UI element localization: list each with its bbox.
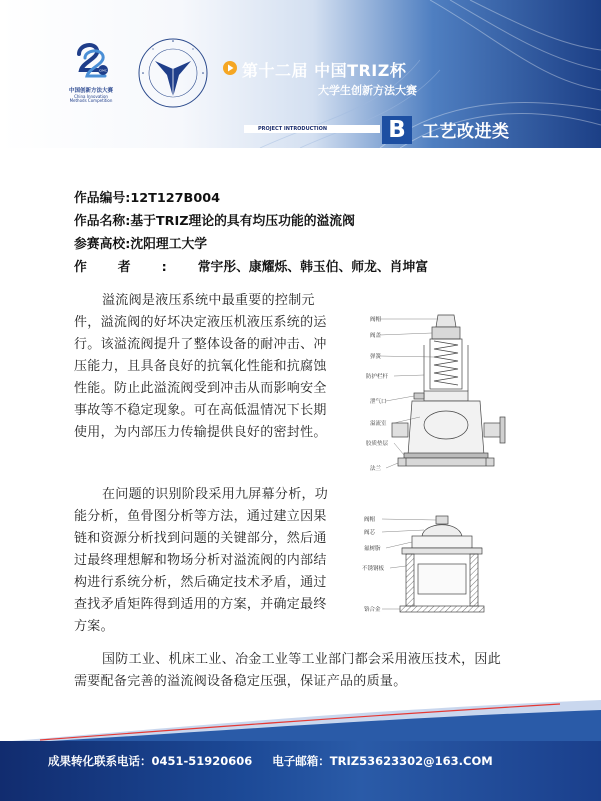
logo-caption-en-2: Methods Competition	[69, 98, 113, 104]
fig2-label-fluororesin: 氟树脂	[364, 546, 381, 552]
fig1-label-vent: 泄气口	[370, 399, 387, 405]
fig1-label-guard: 防护栏杆	[366, 374, 389, 380]
author-label: 作者:	[74, 260, 198, 275]
fig2-label-cap: 阀帽	[364, 517, 376, 523]
paragraph-3: 国防工业、机床工业、冶金工业等工业部门都会采用液压技术，因此需要配备完善的溢流阀设备稳定压强，保证产品的质量。	[74, 652, 502, 689]
phone-label: 成果转化联系电话：	[48, 754, 152, 768]
category-title: 工艺改进类	[422, 122, 510, 142]
project-id-row	[74, 187, 428, 210]
fig1-label-flange: 法兰	[370, 466, 382, 472]
valve-core-diagram-figure	[362, 508, 512, 618]
project-name-value: 基于TRIZ理论的具有均压功能的溢流阀	[130, 214, 355, 229]
fig1-label-spring: 弹簧	[370, 354, 382, 360]
cimc-monogram-icon	[73, 40, 109, 82]
school-row	[74, 233, 428, 256]
project-info	[74, 187, 428, 279]
fig1-label-chamber: 溢流室	[370, 421, 387, 427]
project-name-label: 作品名称:	[74, 214, 131, 229]
paragraph-1: 溢流阀是液压系统中最重要的控制元件，溢流阀的好坏决定液压机液压系统的运行。该溢流阀提升了整体设备的耐冲击、冲压能力，且具备良好的抗氧化性能和抗腐蚀性能。防止此溢流阀受到冲击从而影响安全事故等不稳定现象。可在高低温情况下长期使用，为内部压力传输提供良好的密封性。	[74, 293, 327, 440]
fig2-label-steel-plate: 不锈钢板	[362, 566, 385, 572]
fig2-label-chrome-alloy: 铬合金	[364, 607, 381, 613]
phone-value: 0451-51920606	[151, 754, 253, 768]
title-sub: 大学生创新方法大赛	[318, 84, 417, 97]
email-value: TRIZ53623302@163.COM	[329, 754, 493, 768]
school-value: 沈阳理工大学	[130, 237, 208, 252]
competition-title	[222, 58, 417, 98]
competition-seal-icon	[133, 35, 213, 113]
author-row	[74, 256, 428, 279]
logo-caption-en-1: China Innovation	[74, 93, 108, 99]
project-id-label: 作品编号:	[74, 191, 131, 206]
footer-bar	[0, 741, 601, 801]
project-introduction-label: PROJECT INTRODUCTION	[244, 125, 380, 133]
project-id-value: 12T127B004	[130, 191, 221, 206]
fig2-label-core: 阀芯	[364, 530, 376, 536]
paragraph-2: 在问题的识别阶段采用九屏幕分析，功能分析，鱼骨图分析等方法，通过建立因果链和资源分析找到问题的关键部分，然后通过最终理想解和物场分析对溢流阀的内部结构进行系统分析，然后确定技术矛盾，通过查找矛盾矩阵得到适用的方案，并确定最终方案。	[74, 487, 329, 634]
footer-contact	[48, 753, 493, 769]
category-letter-badge: B	[382, 116, 412, 144]
project-name-row	[74, 210, 428, 233]
title-main: 第十二届 中国TRIZ杯	[242, 61, 407, 80]
author-value: 常宇彤、康耀烁、韩玉伯、师龙、肖坤富	[197, 260, 429, 275]
header-banner	[0, 0, 601, 148]
play-arrow-icon	[222, 60, 238, 76]
email-label: 电子邮箱：	[272, 754, 330, 768]
fig1-label-gasket: 胶质垫层	[366, 441, 389, 447]
valve-diagram-figure	[342, 305, 517, 480]
cimc-logo	[58, 40, 124, 104]
logo-caption: 中国创新方法大赛	[68, 88, 113, 94]
school-label: 参赛高校:	[74, 237, 131, 252]
cimc-monogram-text: CIMC	[99, 68, 107, 73]
footer	[0, 700, 601, 801]
fig1-label-bonnet: 阀盖	[370, 333, 382, 339]
fig1-label-cap: 阀帽	[370, 317, 382, 323]
